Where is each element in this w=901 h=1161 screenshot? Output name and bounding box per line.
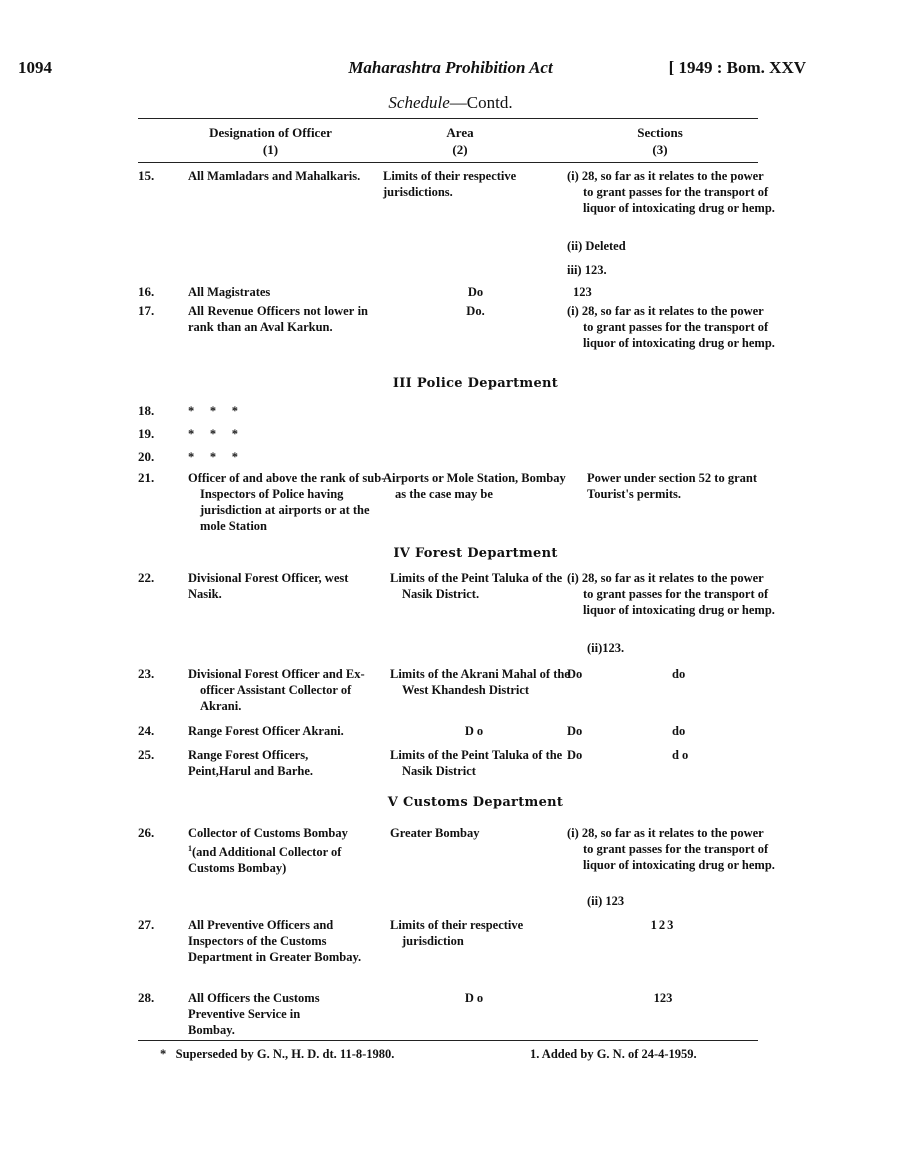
police-department-heading: III Police Department — [392, 376, 559, 391]
row-15-section-i: (i) 28, so far as it relates to the power to grant passes for the transport of liquor of intoxicating drug or hemp. — [567, 169, 775, 215]
col-label: Area — [446, 125, 474, 140]
page-number: 1094 — [18, 58, 52, 77]
col-head-designation — [188, 124, 353, 158]
row-23-sections-b: do — [672, 667, 686, 681]
row-24-area: Do — [464, 724, 487, 738]
row-28-designation: All Officers the Customs Preventive Service in Bombay. — [188, 991, 320, 1037]
row-22-designation: Divisional Forest Officer, west Nasik. — [188, 571, 349, 601]
row-25-sections-b: do — [672, 748, 692, 762]
col-label: Sections — [637, 125, 683, 140]
row-15-designation: All Mamladars and Mahalkaris. — [188, 169, 361, 183]
running-title: Maharashtra Prohibition Act — [348, 58, 553, 77]
row-26-section-i: (i) 28, so far as it relates to the power to grant passes for the transport of liquor of intoxicating drug or hemp. — [567, 826, 775, 872]
schedule-word: Schedule — [388, 93, 450, 112]
row-24-designation: Range Forest Officer Akrani. — [188, 724, 344, 738]
row-26-designation-addition: (and Additional Collector of Customs Bombay) — [188, 845, 342, 876]
row-28-area: Do — [464, 991, 487, 1005]
col-number: (2) — [452, 142, 468, 157]
col-label: Designation of Officer — [209, 125, 332, 140]
footnote-added: 1. Added by G. N. of 24-4-1959. — [530, 1047, 697, 1061]
row-26-designation-line: Collector of Customs Bombay — [188, 826, 348, 840]
row-26-designation-added — [188, 841, 376, 876]
row-26-number: 26. — [138, 825, 155, 840]
footnote-marker: 1 — [188, 844, 192, 853]
row-15-number: 15. — [138, 168, 155, 183]
row-23-designation: Divisional Forest Officer and Ex-officer Assistant Collector of Akrani. — [188, 667, 365, 713]
row-21-sections: Power under section 52 to grant Tourist's permits. — [587, 471, 758, 501]
row-24-sections-b: do — [672, 724, 686, 738]
row-19-omitted: * * * — [188, 427, 238, 441]
row-21-number: 21. — [138, 470, 155, 485]
header-bottom-rule — [138, 162, 758, 163]
row-27-area: Limits of their respective jurisdiction — [390, 918, 524, 948]
row-25-number: 25. — [138, 747, 155, 762]
row-26-section-ii: (ii) 123 — [587, 894, 625, 908]
col-head-sections — [600, 124, 720, 158]
row-28-number: 28. — [138, 990, 155, 1005]
col-number: (1) — [262, 142, 279, 157]
row-16-sections: 123 — [573, 285, 592, 299]
row-17-area: Do. — [466, 304, 485, 318]
row-21-area: Airports or Mole Station, Bombay as the case may be — [383, 471, 566, 501]
row-23-area: Limits of the Akrani Mahal of the West Khandesh District — [390, 667, 570, 697]
table-top-rule — [138, 118, 758, 119]
schedule-subtitle — [0, 93, 901, 113]
row-24-number: 24. — [138, 723, 155, 738]
row-25-area: Limits of the Peint Taluka of the Nasik District — [390, 748, 563, 778]
row-18-omitted: * * * — [188, 404, 238, 418]
col-head-area — [400, 124, 520, 158]
col-number: (3) — [652, 142, 668, 157]
row-22-section-ii: (ii)123. — [587, 641, 625, 655]
row-22-section-i: (i) 28, so far as it relates to the power to grant passes for the transport of liquor of intoxicating drug or hemp. — [567, 571, 775, 617]
row-17-number: 17. — [138, 303, 155, 318]
row-16-area: Do — [467, 285, 484, 299]
row-22-area: Limits of the Peint Taluka of the Nasik District. — [390, 571, 563, 601]
row-28-sections: 123 — [653, 991, 673, 1005]
row-23-sections-a: Do — [567, 667, 583, 681]
row-20-number: 20. — [138, 449, 155, 464]
row-27-sections: 123 — [650, 918, 676, 932]
forest-department-heading: IV Forest Department — [393, 546, 558, 561]
customs-department-heading: V Customs Department — [387, 795, 564, 810]
contd-word: —Contd. — [449, 93, 513, 112]
row-16-number: 16. — [138, 284, 155, 299]
row-17-sections: (i) 28, so far as it relates to the power to grant passes for the transport of liquor of intoxicating drug or hemp. — [567, 304, 775, 350]
row-19-number: 19. — [138, 426, 155, 441]
row-27-number: 27. — [138, 917, 155, 932]
row-17-designation: All Revenue Officers not lower in rank than an Aval Karkun. — [188, 304, 368, 334]
row-21-designation: Officer of and above the rank of sub-Inspectors of Police having jurisdiction at airports or at the mole Station — [188, 471, 386, 533]
row-23-number: 23. — [138, 666, 155, 681]
row-26-designation — [188, 825, 376, 876]
row-27-designation: All Preventive Officers and Inspectors of the Customs Department in Greater Bombay. — [188, 918, 362, 964]
row-16-designation: All Magistrates — [188, 285, 271, 299]
footnote-superseded: * Superseded by G. N., H. D. dt. 11-8-1980. — [160, 1047, 395, 1061]
row-25-designation: Range Forest Officers, Peint,Harul and Barhe. — [188, 748, 314, 778]
table-bottom-rule — [138, 1040, 758, 1041]
row-24-sections-a: Do — [567, 724, 583, 738]
row-15-section-ii: (ii) Deleted — [567, 239, 626, 253]
row-15-section-iii: iii) 123. — [567, 263, 607, 277]
row-18-number: 18. — [138, 403, 155, 418]
row-15-area: Limits of their respective jurisdictions. — [383, 169, 517, 199]
row-22-number: 22. — [138, 570, 155, 585]
row-26-area: Greater Bombay — [390, 826, 480, 840]
act-reference: [ 1949 : Bom. XXV — [668, 58, 806, 77]
row-20-omitted: * * * — [188, 450, 238, 464]
row-25-sections-a: Do — [567, 748, 583, 762]
